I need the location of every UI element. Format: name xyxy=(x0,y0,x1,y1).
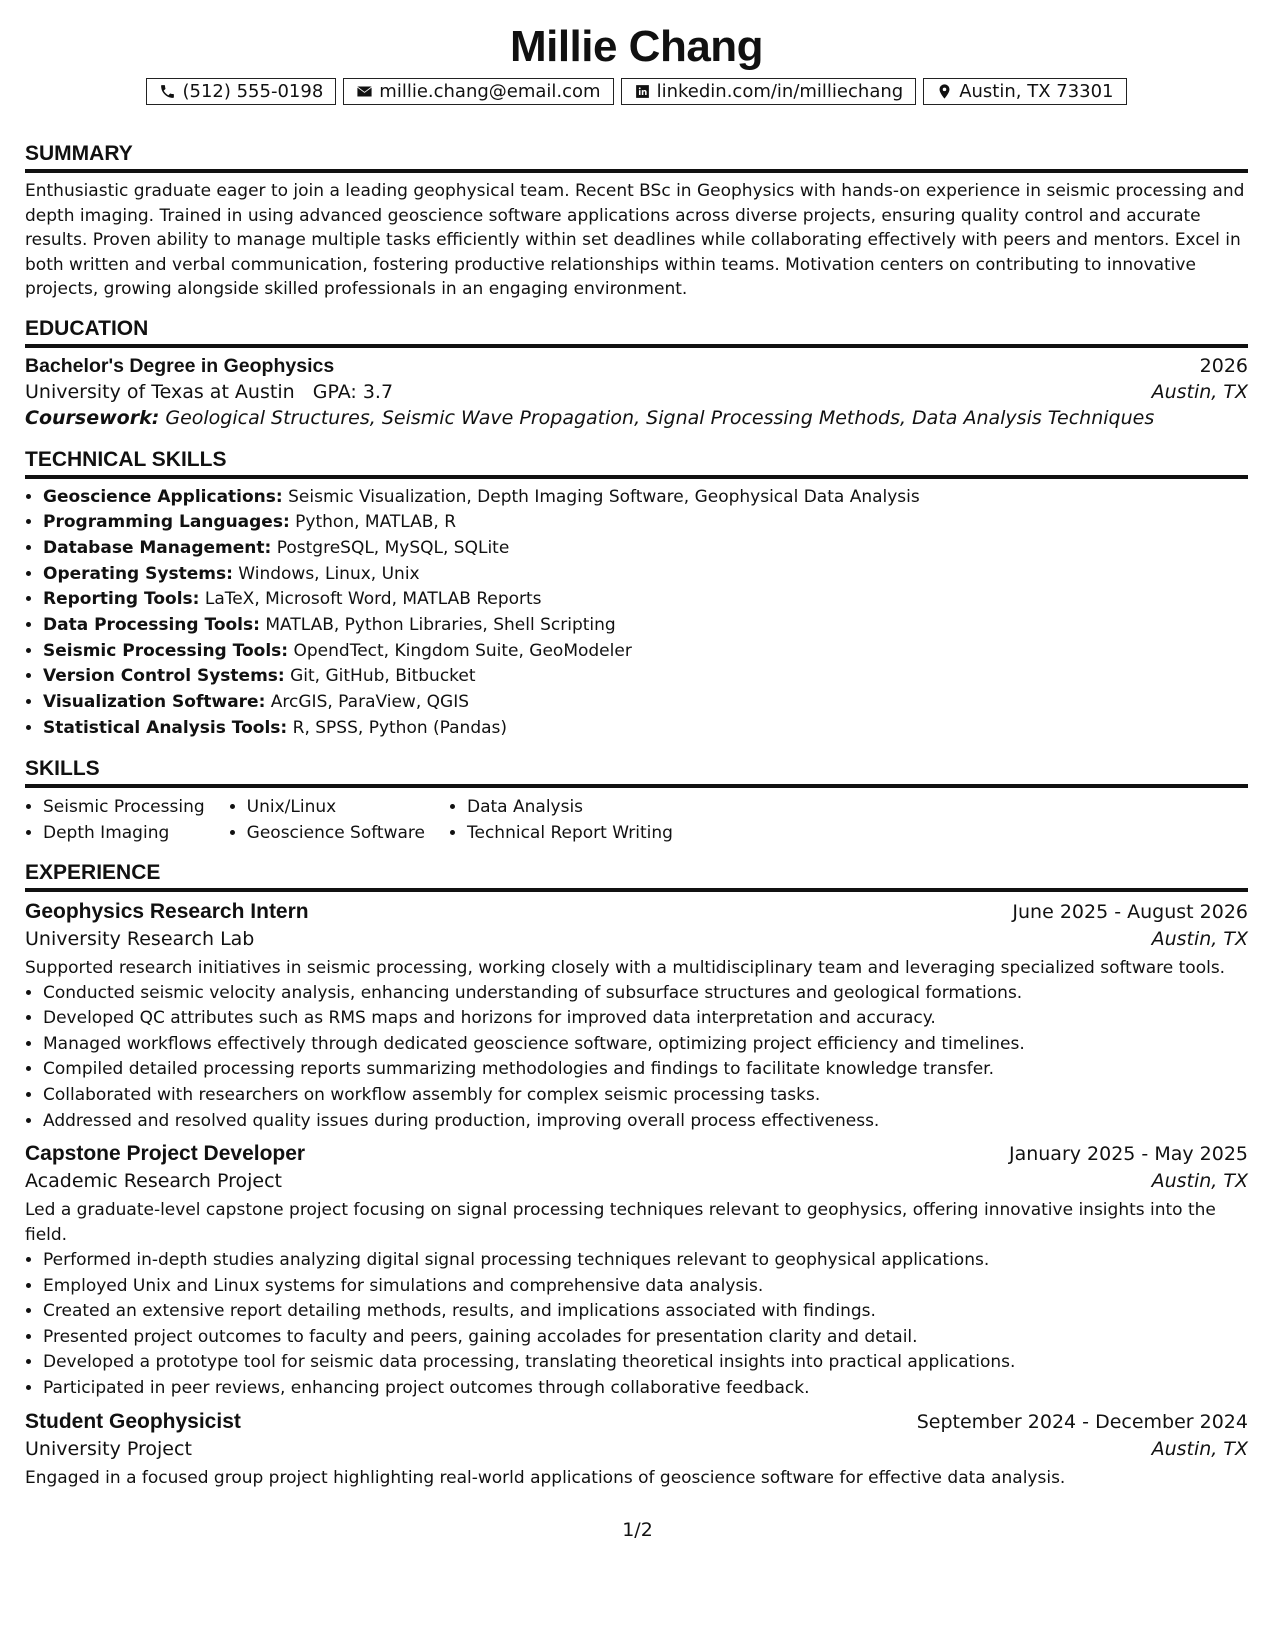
summary-heading: SUMMARY xyxy=(25,141,1248,173)
school-location: Austin, TX xyxy=(1151,380,1248,403)
technical-skills-section xyxy=(25,447,1248,742)
technical-skill-value: Python, MATLAB, R xyxy=(295,512,457,533)
job-org-row xyxy=(25,928,1248,950)
skill-item: • Technical Report Writing xyxy=(467,820,673,846)
contact-email-text[interactable]: millie.chang@email.com xyxy=(379,81,601,102)
skills-column xyxy=(449,794,673,846)
technical-skill-value: OpendTect, Kingdom Suite, GeoModeler xyxy=(293,640,632,661)
technical-skill-label: Statistical Analysis Tools: xyxy=(43,717,288,738)
technical-skills-list xyxy=(25,485,1248,742)
technical-skill-value: Seismic Visualization, Depth Imaging Software, Geophysical Data Analysis xyxy=(288,486,920,507)
job-entry xyxy=(25,1410,1248,1491)
job-bullet: • Conducted seismic velocity analysis, enhancing understanding of subsurface structures and geological formations. xyxy=(43,981,1248,1007)
technical-skill-value: LaTeX, Microsoft Word, MATLAB Reports xyxy=(204,589,542,610)
contact-location xyxy=(923,78,1126,105)
job-bullet: • Developed a prototype tool for seismic data processing, translating theoretical insights into practical applications. xyxy=(43,1350,1248,1376)
contact-linkedin-text[interactable]: linkedin.com/in/milliechang xyxy=(656,81,904,102)
map-marker-icon xyxy=(936,83,953,100)
phone-icon xyxy=(159,83,176,100)
contact-location-text: Austin, TX 73301 xyxy=(959,81,1114,102)
job-description: Supported research initiatives in seismic processing, working closely with a multidisciplinary team and leveraging specialized software tools. xyxy=(25,957,1226,978)
skills-column xyxy=(229,794,425,846)
technical-skill-label: Operating Systems: xyxy=(43,563,233,584)
degree-title: Bachelor's Degree in Geophysics xyxy=(25,354,335,377)
technical-skill-label: Database Management: xyxy=(43,537,272,558)
technical-skill-label: Data Processing Tools: xyxy=(43,615,260,636)
job-title: Geophysics Research Intern xyxy=(25,899,309,923)
summary-section xyxy=(25,141,1248,302)
job-dates: January 2025 - May 2025 xyxy=(1008,1143,1248,1166)
job-bullet: • Collaborated with researchers on workflow assembly for complex seismic processing tasks. xyxy=(43,1083,1248,1109)
skill-item: • Seismic Processing xyxy=(43,794,205,820)
job-location: Austin, TX xyxy=(1151,927,1248,950)
job-title: Student Geophysicist xyxy=(25,1409,241,1433)
job-bullet: • Developed QC attributes such as RMS maps and horizons for improved data interpretation and accuracy. xyxy=(43,1006,1248,1032)
skill-item: • Unix/Linux xyxy=(247,794,425,820)
education-heading: EDUCATION xyxy=(25,316,1248,348)
technical-skill-label: Visualization Software: xyxy=(43,692,266,713)
technical-skill-value: Git, GitHub, Bitbucket xyxy=(290,666,476,687)
education-section xyxy=(25,316,1248,429)
summary-text: Enthusiastic graduate eager to join a leading geophysical team. Recent BSc in Geophysics with hands-on experience in seismic processing and depth imaging. Trained in using advanced geoscience software applications across diverse projects, ensuring quality control and accurate results. Proven ability to manage multiple tasks efficiently within set deadlines while collaborating effectively with peers and mentors. Excel in both written and verbal communication, fostering productive relationships within teams. Motivation centers on contributing to innovative projects, growing alongside skilled professionals in an engaging environment. xyxy=(25,181,1245,299)
technical-skill-value: R, SPSS, Python (Pandas) xyxy=(292,717,508,738)
job-bullet: • Presented project outcomes to faculty and peers, gaining accolades for presentation clarity and detail. xyxy=(43,1325,1248,1351)
technical-skill-label: Programming Languages: xyxy=(43,512,290,533)
job-description: Engaged in a focused group project highlighting real-world applications of geoscience software for effective data analysis. xyxy=(25,1467,1066,1488)
contact-phone-text: (512) 555-0198 xyxy=(182,81,324,102)
skill-item: • Data Analysis xyxy=(467,794,673,820)
experience-section xyxy=(25,860,1248,1491)
skill-item: • Geoscience Software xyxy=(247,820,425,846)
technical-skill-item xyxy=(43,664,1248,690)
job-bullet: • Compiled detailed processing reports summarizing methodologies and findings to facilitate knowledge transfer. xyxy=(43,1057,1248,1083)
technical-skill-item xyxy=(43,510,1248,536)
coursework-label: Coursework: xyxy=(25,406,160,429)
job-bullet: • Employed Unix and Linux systems for simulations and comprehensive data analysis. xyxy=(43,1274,1248,1300)
degree-row xyxy=(25,355,1248,378)
job-bullet: • Participated in peer reviews, enhancing project outcomes through collaborative feedback. xyxy=(43,1376,1248,1402)
technical-skill-item xyxy=(43,613,1248,639)
school-name: University of Texas at Austin xyxy=(25,380,295,403)
job-bullet: • Addressed and resolved quality issues during production, improving overall process effectiveness. xyxy=(43,1109,1248,1135)
job-dates: September 2024 - December 2024 xyxy=(916,1410,1248,1433)
contact-email[interactable] xyxy=(343,78,613,105)
job-title: Capstone Project Developer xyxy=(25,1142,306,1166)
contact-phone xyxy=(146,78,336,105)
job-org: University Research Lab xyxy=(25,927,255,950)
job-description: Led a graduate-level capstone project focusing on signal processing techniques relevant to geophysics, offering innovative insights into the field. xyxy=(25,1200,1216,1246)
technical-skill-label: Geoscience Applications: xyxy=(43,486,283,507)
technical-skill-item xyxy=(43,485,1248,511)
job-org-row xyxy=(25,1438,1248,1460)
job-header xyxy=(25,1410,1248,1434)
coursework xyxy=(25,407,1248,429)
envelope-icon xyxy=(356,83,373,100)
skills-column xyxy=(25,794,205,846)
school-row xyxy=(25,381,1248,403)
coursework-list: Geological Structures, Seismic Wave Propagation, Signal Processing Methods, Data Analysis Techniques xyxy=(165,406,1155,429)
experience-list xyxy=(25,900,1248,1491)
skills-columns xyxy=(25,794,1248,846)
technical-skill-value: MATLAB, Python Libraries, Shell Scripting xyxy=(265,615,616,636)
technical-skill-value: Windows, Linux, Unix xyxy=(238,563,420,584)
job-header xyxy=(25,1142,1248,1166)
technical-skill-item xyxy=(43,536,1248,562)
technical-skill-item xyxy=(43,716,1248,742)
gpa: GPA: 3.7 xyxy=(312,380,394,403)
job-bullets xyxy=(25,1248,1248,1402)
job-bullets xyxy=(25,981,1248,1135)
technical-skill-label: Reporting Tools: xyxy=(43,589,200,610)
job-entry xyxy=(25,1142,1248,1402)
job-org: University Project xyxy=(25,1437,192,1460)
job-org-row xyxy=(25,1170,1248,1192)
linkedin-icon xyxy=(634,83,651,100)
skills-section xyxy=(25,756,1248,846)
job-entry xyxy=(25,900,1248,1135)
job-location: Austin, TX xyxy=(1151,1437,1248,1460)
job-org: Academic Research Project xyxy=(25,1170,282,1193)
technical-skill-value: PostgreSQL, MySQL, SQLite xyxy=(276,537,510,558)
candidate-name: Millie Chang xyxy=(509,22,764,71)
technical-skill-label: Version Control Systems: xyxy=(43,666,285,687)
technical-skills-heading: TECHNICAL SKILLS xyxy=(25,447,1248,479)
page-number: 1/2 xyxy=(622,1519,653,1541)
technical-skill-label: Seismic Processing Tools: xyxy=(43,640,289,661)
technical-skill-item xyxy=(43,587,1248,613)
skill-item: • Depth Imaging xyxy=(43,820,205,846)
job-bullet: • Managed workflows effectively through dedicated geoscience software, optimizing project efficiency and timelines. xyxy=(43,1032,1248,1058)
degree-year: 2026 xyxy=(1199,354,1248,377)
technical-skill-item xyxy=(43,562,1248,588)
technical-skill-value: ArcGIS, ParaView, QGIS xyxy=(270,692,469,713)
experience-heading: EXPERIENCE xyxy=(25,860,1248,892)
contact-linkedin[interactable] xyxy=(621,78,917,105)
skills-heading: SKILLS xyxy=(25,756,1248,788)
job-bullet: • Performed in-depth studies analyzing digital signal processing techniques relevant to geophysical applications. xyxy=(43,1248,1248,1274)
job-bullet: • Created an extensive report detailing methods, results, and implications associated with findings. xyxy=(43,1299,1248,1325)
job-dates: June 2025 - August 2026 xyxy=(1012,900,1248,923)
resume-page xyxy=(25,0,1248,1491)
contact-bar xyxy=(25,78,1248,105)
job-location: Austin, TX xyxy=(1151,1170,1248,1193)
job-header xyxy=(25,900,1248,924)
technical-skill-item xyxy=(43,690,1248,716)
technical-skill-item xyxy=(43,639,1248,665)
